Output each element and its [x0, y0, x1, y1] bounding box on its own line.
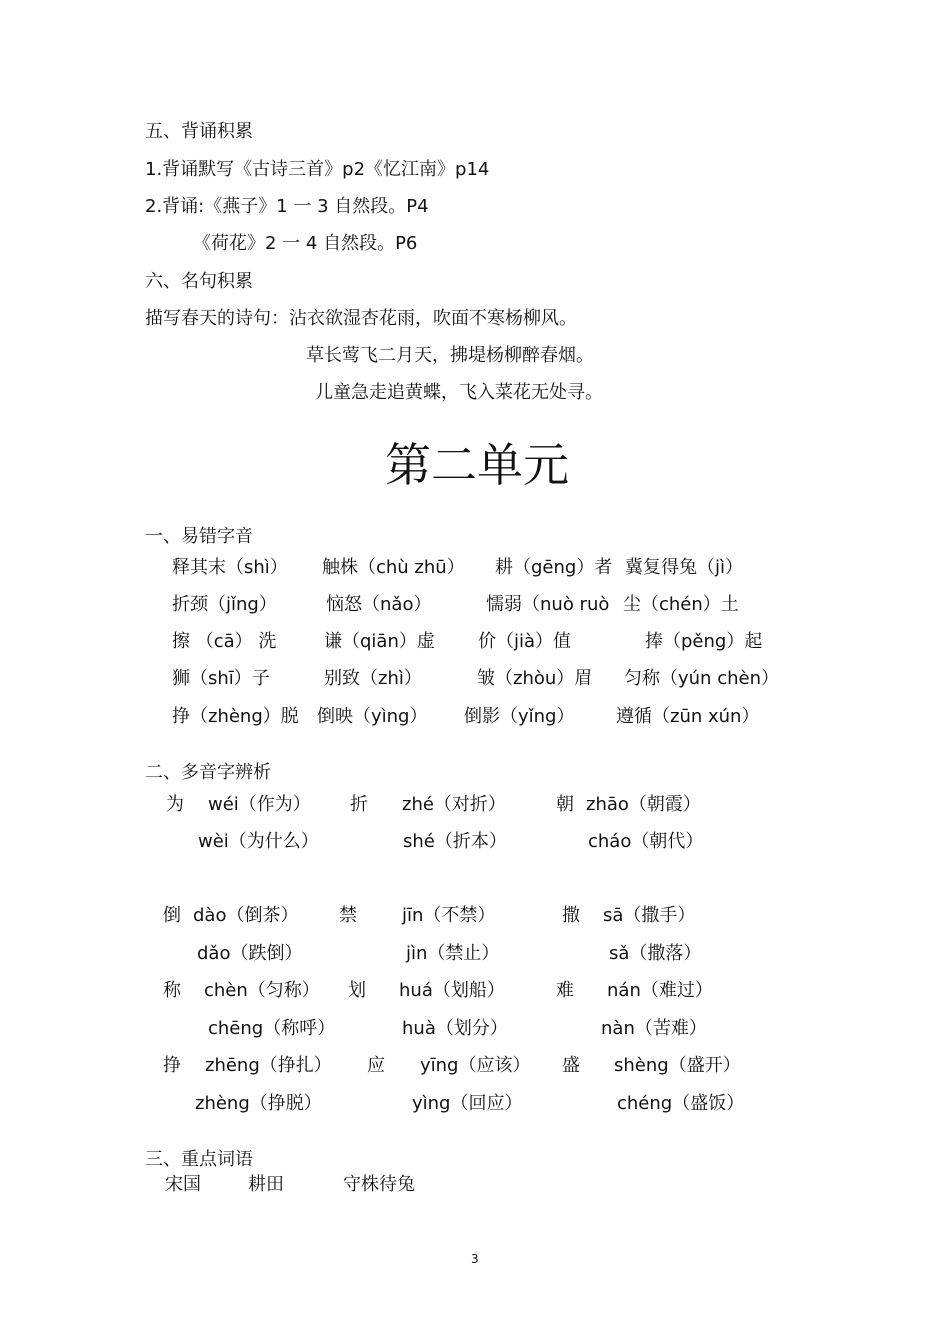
pron-item: 恼怒（nǎo） — [326, 594, 432, 615]
poly-char: 挣 — [163, 1055, 181, 1076]
poly-char: 称 — [163, 980, 181, 1001]
poly-reading: huá（划船） — [399, 980, 505, 1001]
poly-reading: chéng（盛饭） — [617, 1093, 745, 1114]
poly-reading: huà（划分） — [402, 1018, 508, 1039]
recite-line-2: 2.背诵:《燕子》1 一 3 自然段。P4 — [145, 196, 429, 217]
poem-line-1: 描写春天的诗句：沾衣欲湿杏花雨，吹面不寒杨柳风。 — [145, 308, 577, 329]
poly-char: 应 — [367, 1055, 385, 1076]
poly-reading: yīng（应该） — [420, 1055, 531, 1076]
pron-item: 冀复得兔（jì） — [625, 557, 744, 578]
pron-item: 捧（pěng）起 — [645, 631, 763, 652]
polyphonic-heading: 二、多音字辨析 — [145, 762, 271, 783]
poly-reading: cháo（朝代） — [588, 831, 704, 852]
recite-line-1: 1.背诵默写《古诗三首》p2《忆江南》p14 — [145, 159, 490, 180]
pron-item: 释其末（shì） — [172, 557, 288, 578]
pron-item: 尘（chén）土 — [623, 594, 739, 615]
pron-item: 谦（qiān）虚 — [324, 631, 435, 652]
poly-char: 折 — [350, 794, 368, 815]
poly-reading: chēng（称呼） — [208, 1018, 336, 1039]
pron-item: 狮（shī）子 — [172, 668, 270, 689]
pron-item: 倒影（yǐng） — [464, 706, 575, 727]
pron-item: 擦 （cā） 洗 — [172, 631, 277, 652]
poem-line-3: 儿童急走追黄蝶，飞入菜花无处寻。 — [315, 382, 603, 403]
pron-item: 懦弱（nuò ruò — [486, 594, 610, 615]
poly-reading: jìn（禁止） — [406, 943, 500, 964]
pron-item: 挣（zhèng）脱 — [172, 706, 299, 727]
recite-line-3: 《荷花》2 一 4 自然段。P6 — [193, 233, 418, 254]
poly-reading: sǎ（撒落） — [609, 943, 702, 964]
pron-item: 匀称（yún chèn） — [624, 668, 779, 689]
pron-item: 别致（zhì） — [324, 668, 422, 689]
poly-reading: jīn（不禁） — [402, 905, 496, 926]
poly-reading: zhēng（挣扎） — [205, 1055, 332, 1076]
poly-reading: dào（倒茶） — [193, 905, 299, 926]
section-5-heading: 五、背诵积累 — [145, 121, 253, 142]
pronunciation-heading: 一、易错字音 — [145, 526, 253, 547]
key-word: 守株待兔 — [343, 1174, 415, 1195]
pron-item: 遵循（zūn xún） — [616, 706, 760, 727]
poly-reading: dǎo（跌倒） — [197, 943, 303, 964]
pron-item: 耕（gēng）者 — [495, 557, 613, 578]
poly-char: 撒 — [562, 905, 580, 926]
key-words-heading: 三、重点词语 — [145, 1149, 253, 1170]
pron-item: 触株（chù zhū） — [322, 557, 465, 578]
page-number: 3 — [471, 1252, 479, 1266]
pron-item: 皱（zhòu）眉 — [477, 668, 593, 689]
section-6-heading: 六、名句积累 — [145, 271, 253, 292]
poly-reading: zhé（对折） — [402, 794, 506, 815]
pron-item: 价（jià）值 — [478, 631, 572, 652]
unit-title: 第二单元 — [385, 438, 569, 492]
key-word: 耕田 — [248, 1174, 284, 1195]
poly-char: 盛 — [562, 1055, 580, 1076]
poly-char: 难 — [556, 980, 574, 1001]
pron-item: 折颈（jǐng） — [172, 594, 277, 615]
poly-reading: zhèng（挣脱） — [195, 1093, 322, 1114]
key-word: 宋国 — [165, 1174, 201, 1195]
poly-reading: wéi（作为） — [208, 794, 311, 815]
poly-reading: chèn（匀称） — [204, 980, 320, 1001]
poly-char: 朝 — [556, 794, 574, 815]
poly-char: 为 — [166, 794, 184, 815]
poly-reading: sā（撒手） — [603, 905, 696, 926]
poly-reading: nán（难过） — [607, 980, 713, 1001]
poly-reading: shé（折本） — [403, 831, 507, 852]
poly-reading: shèng（盛开） — [614, 1055, 741, 1076]
poly-char: 禁 — [339, 905, 357, 926]
poly-char: 倒 — [163, 905, 181, 926]
poem-line-2: 草长莺飞二月天，拂堤杨柳醉春烟。 — [306, 345, 594, 366]
poly-reading: wèi（为什么） — [198, 831, 319, 852]
poly-char: 划 — [348, 980, 366, 1001]
pron-item: 倒映（yìng） — [317, 706, 428, 727]
poly-reading: nàn（苦难） — [601, 1018, 707, 1039]
poly-reading: zhāo（朝霞） — [586, 794, 701, 815]
poly-reading: yìng（回应） — [412, 1093, 523, 1114]
